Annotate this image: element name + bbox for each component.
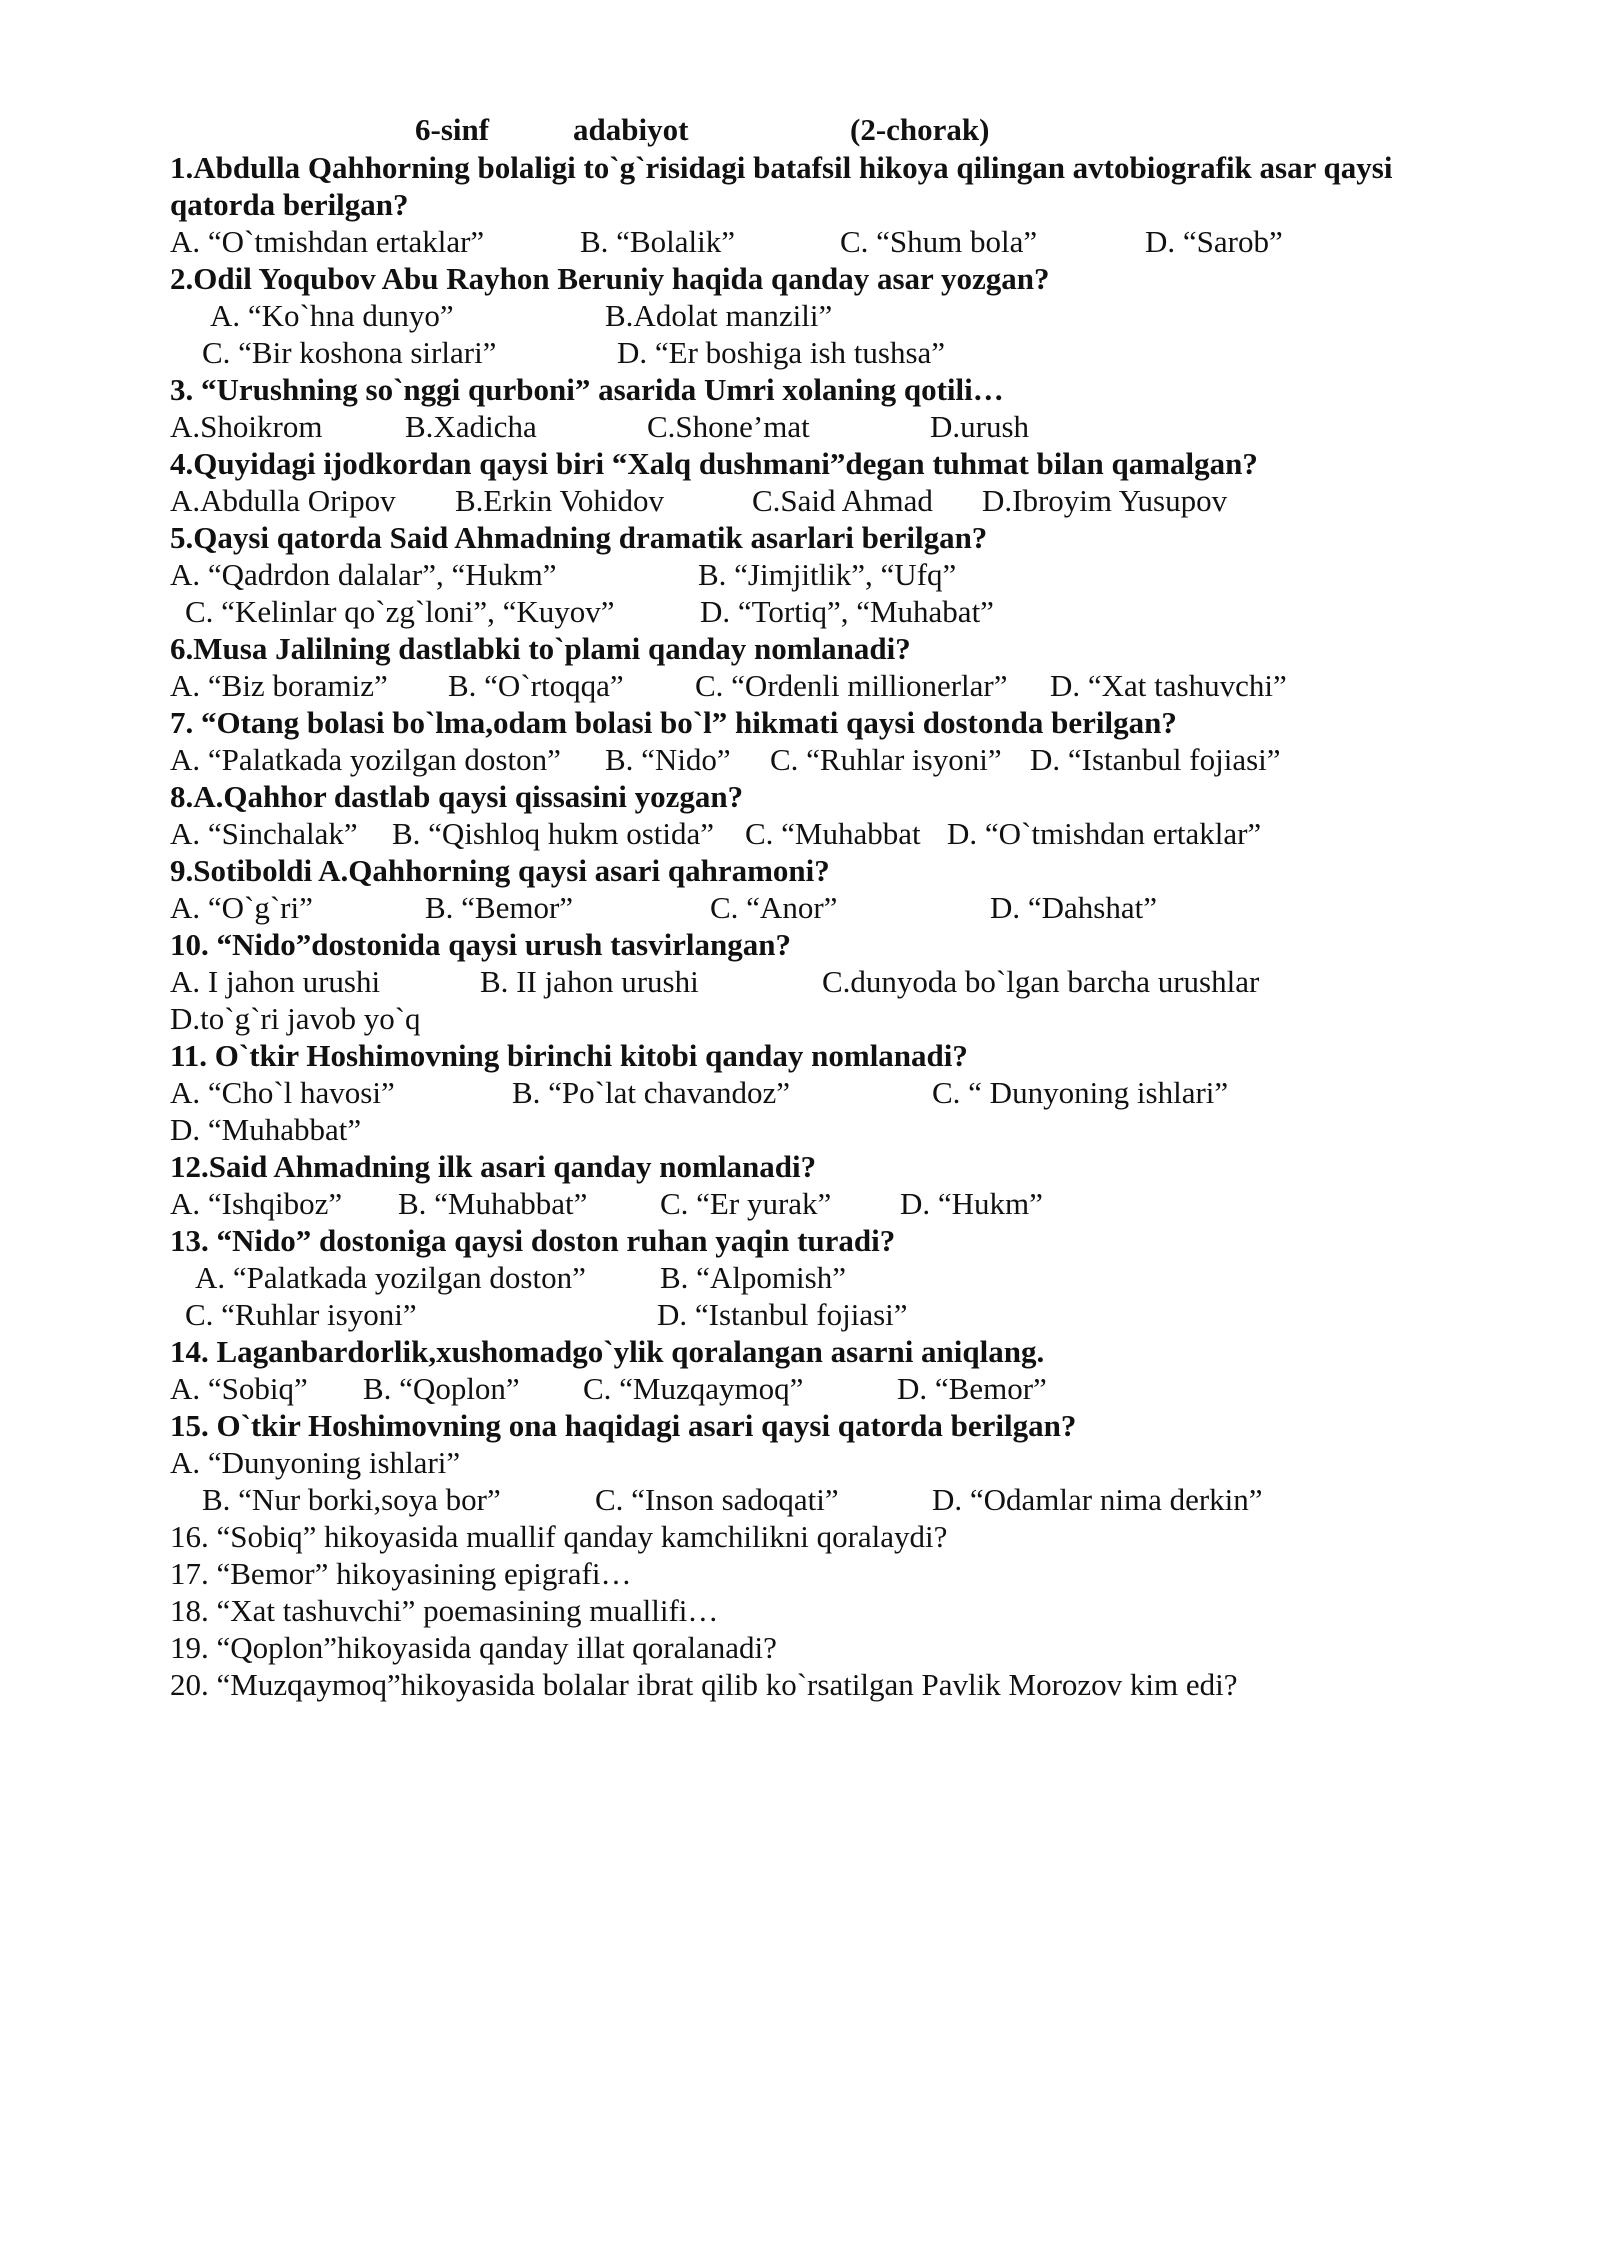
options-row bbox=[170, 667, 1470, 704]
option-c: C. “Er yurak” bbox=[660, 1186, 832, 1221]
question-14: 14. Laganbardorlik,xushomadgo`ylik qoralangan asarni aniqlang. bbox=[170, 1334, 1045, 1369]
option-a: A. “Palatkada yozilgan doston” bbox=[195, 1260, 586, 1295]
option-a: A. “Dunyoning ishlari” bbox=[170, 1445, 461, 1480]
option-b: B. II jahon urushi bbox=[480, 964, 699, 999]
option-d: D. “Bemor” bbox=[897, 1371, 1047, 1406]
option-b: B. “Qoplon” bbox=[363, 1371, 520, 1406]
option-c: C. “ Dunyoning ishlari” bbox=[932, 1075, 1229, 1110]
open-question-19: 19. “Qoplon”hikoyasida qanday illat qoralanadi? bbox=[170, 1630, 777, 1665]
option-b: B. “Bolalik” bbox=[580, 224, 735, 259]
open-question-20: 20. “Muzqaymoq”hikoyasida bolalar ibrat qilib ko`rsatilgan Pavlik Morozov kim edi? bbox=[170, 1667, 1238, 1702]
option-b: B. “Nido” bbox=[605, 742, 731, 777]
option-d: D. “Xat tashuvchi” bbox=[1050, 668, 1287, 703]
question-9: 9.Sotiboldi A.Qahhorning qaysi asari qahramoni? bbox=[170, 853, 830, 888]
options-row bbox=[170, 1111, 1470, 1148]
options-row bbox=[170, 1185, 1470, 1222]
option-c: C. “Ruhlar isyoni” bbox=[770, 742, 1002, 777]
question-3: 3. “Urushning so`nggi qurboni” asarida Umri xolaning qotili… bbox=[170, 372, 1004, 407]
option-a: A. “Biz boramiz” bbox=[170, 668, 388, 703]
option-c: C.dunyoda bo`lgan barcha urushlar bbox=[822, 964, 1260, 999]
option-d: D. “Sarob” bbox=[1145, 224, 1283, 259]
option-d: D.to`g`ri javob yo`q bbox=[170, 1001, 421, 1036]
option-a: A. “O`g`ri” bbox=[170, 890, 313, 925]
option-a: A. “Sinchalak” bbox=[170, 816, 358, 851]
option-c: C. “Ruhlar isyoni” bbox=[185, 1297, 417, 1332]
option-a: A.Abdulla Oripov bbox=[170, 483, 396, 518]
options-row bbox=[170, 889, 1470, 926]
options-row bbox=[170, 1259, 1470, 1296]
option-a: A. I jahon urushi bbox=[170, 964, 381, 999]
option-b: B.Erkin Vohidov bbox=[455, 483, 664, 518]
option-d: D. “Dahshat” bbox=[990, 890, 1157, 925]
option-d: D. “Hukm” bbox=[900, 1186, 1043, 1221]
option-a: A. “Ishqiboz” bbox=[170, 1186, 343, 1221]
option-a: A. “Palatkada yozilgan doston” bbox=[170, 742, 561, 777]
options-row bbox=[170, 1000, 1470, 1037]
options-row bbox=[170, 1444, 1470, 1481]
option-c: C.Said Ahmad bbox=[752, 483, 933, 518]
option-b: B. “Bemor” bbox=[425, 890, 574, 925]
question-12: 12.Said Ahmadning ilk asari qanday nomlanadi? bbox=[170, 1149, 817, 1184]
option-b: B. “Muhabbat” bbox=[398, 1186, 588, 1221]
option-c: C. “Inson sadoqati” bbox=[595, 1482, 839, 1517]
option-a: A. “Sobiq” bbox=[170, 1371, 308, 1406]
option-b: B. “O`rtoqqa” bbox=[448, 668, 624, 703]
options-row bbox=[170, 223, 1470, 260]
options-row bbox=[170, 408, 1470, 445]
option-b: B. “Qishloq hukm ostida” bbox=[392, 816, 715, 851]
open-question-16: 16. “Sobiq” hikoyasida muallif qanday kamchilikni qoralaydi? bbox=[170, 1519, 948, 1554]
option-d: D. “Er boshiga ish tushsa” bbox=[617, 335, 946, 370]
term-label: (2-chorak) bbox=[850, 112, 990, 147]
option-c: C. “Kelinlar qo`zg`loni”, “Kuyov” bbox=[185, 594, 615, 629]
question-list bbox=[170, 149, 1470, 1703]
open-question-17: 17. “Bemor” hikoyasining epigrafi… bbox=[170, 1556, 632, 1591]
options-row bbox=[170, 1481, 1470, 1518]
option-d: D.urush bbox=[930, 409, 1030, 444]
question-2: 2.Odil Yoqubov Abu Rayhon Beruniy haqida qanday asar yozgan? bbox=[170, 261, 1050, 296]
options-row bbox=[170, 482, 1470, 519]
options-row bbox=[170, 1296, 1470, 1333]
option-b: B.Adolat manzili” bbox=[605, 298, 833, 333]
option-c: C. “Shum bola” bbox=[840, 224, 1038, 259]
option-b: B. “Alpomish” bbox=[660, 1260, 846, 1295]
option-c: C. “Bir koshona sirlari” bbox=[202, 335, 497, 370]
options-row bbox=[170, 1370, 1470, 1407]
option-d: D. “Istanbul fojiasi” bbox=[657, 1297, 908, 1332]
option-b: B.Xadicha bbox=[405, 409, 537, 444]
question-7: 7. “Otang bolasi bo`lma,odam bolasi bo`l” hikmati qaysi dostonda berilgan? bbox=[170, 705, 1177, 740]
question-4: 4.Quyidagi ijodkordan qaysi biri “Xalq dushmani”degan tuhmat bilan qamalgan? bbox=[170, 446, 1258, 481]
options-row bbox=[170, 593, 1470, 630]
options-row bbox=[170, 556, 1470, 593]
option-d: D.Ibroyim Yusupov bbox=[982, 483, 1228, 518]
option-b: B. “Po`lat chavandoz” bbox=[512, 1075, 791, 1110]
options-row bbox=[170, 963, 1470, 1000]
question-15: 15. O`tkir Hoshimovning ona haqidagi asari qaysi qatorda berilgan? bbox=[170, 1408, 1077, 1443]
option-b: B. “Jimjitlik”, “Ufq” bbox=[698, 557, 957, 592]
option-d: D. “O`tmishdan ertaklar” bbox=[947, 816, 1262, 851]
option-a: A.Shoikrom bbox=[170, 409, 323, 444]
subject-label: adabiyot bbox=[573, 112, 689, 147]
option-c: C.Shone’mat bbox=[647, 409, 810, 444]
option-d: D. “Tortiq”, “Muhabat” bbox=[700, 594, 994, 629]
question-10: 10. “Nido”dostonida qaysi urush tasvirlangan? bbox=[170, 927, 792, 962]
option-a: A. “Ko`hna dunyo” bbox=[210, 298, 454, 333]
option-c: C. “Muhabbat bbox=[745, 816, 921, 851]
option-c: C. “Muzqaymoq” bbox=[583, 1371, 804, 1406]
question-13: 13. “Nido” dostoniga qaysi doston ruhan yaqin turadi? bbox=[170, 1223, 896, 1258]
option-c: C. “Ordenli millionerlar” bbox=[695, 668, 1008, 703]
option-d: D. “Muhabbat” bbox=[170, 1112, 362, 1147]
option-b: B. “Nur borki,soya bor” bbox=[202, 1482, 501, 1517]
options-row bbox=[170, 334, 1470, 371]
question-8: 8.A.Qahhor dastlab qaysi qissasini yozgan? bbox=[170, 779, 744, 814]
option-d: D. “Odamlar nima derkin” bbox=[932, 1482, 1263, 1517]
question-5: 5.Qaysi qatorda Said Ahmadning dramatik asarlari berilgan? bbox=[170, 520, 988, 555]
question-6: 6.Musa Jalilning dastlabki to`plami qanday nomlanadi? bbox=[170, 631, 911, 666]
grade-label: 6-sinf bbox=[415, 112, 490, 147]
option-c: C. “Anor” bbox=[710, 890, 838, 925]
options-row bbox=[170, 741, 1470, 778]
options-row bbox=[170, 815, 1470, 852]
options-row bbox=[170, 1074, 1470, 1111]
option-d: D. “Istanbul fojiasi” bbox=[1030, 742, 1281, 777]
option-a: A. “Qadrdon dalalar”, “Hukm” bbox=[170, 557, 557, 592]
open-question-18: 18. “Xat tashuvchi” poemasining muallifi… bbox=[170, 1593, 719, 1628]
option-a: A. “Cho`l havosi” bbox=[170, 1075, 395, 1110]
question-11: 11. O`tkir Hoshimovning birinchi kitobi qanday nomlanadi? bbox=[170, 1038, 968, 1073]
question-1: 1.Abdulla Qahhorning bolaligi to`g`risidagi batafsil hikoya qilingan avtobiografik asar qaysi qatorda berilgan? bbox=[170, 150, 1393, 222]
options-row bbox=[170, 297, 1470, 334]
option-a: A. “O`tmishdan ertaklar” bbox=[170, 224, 485, 259]
